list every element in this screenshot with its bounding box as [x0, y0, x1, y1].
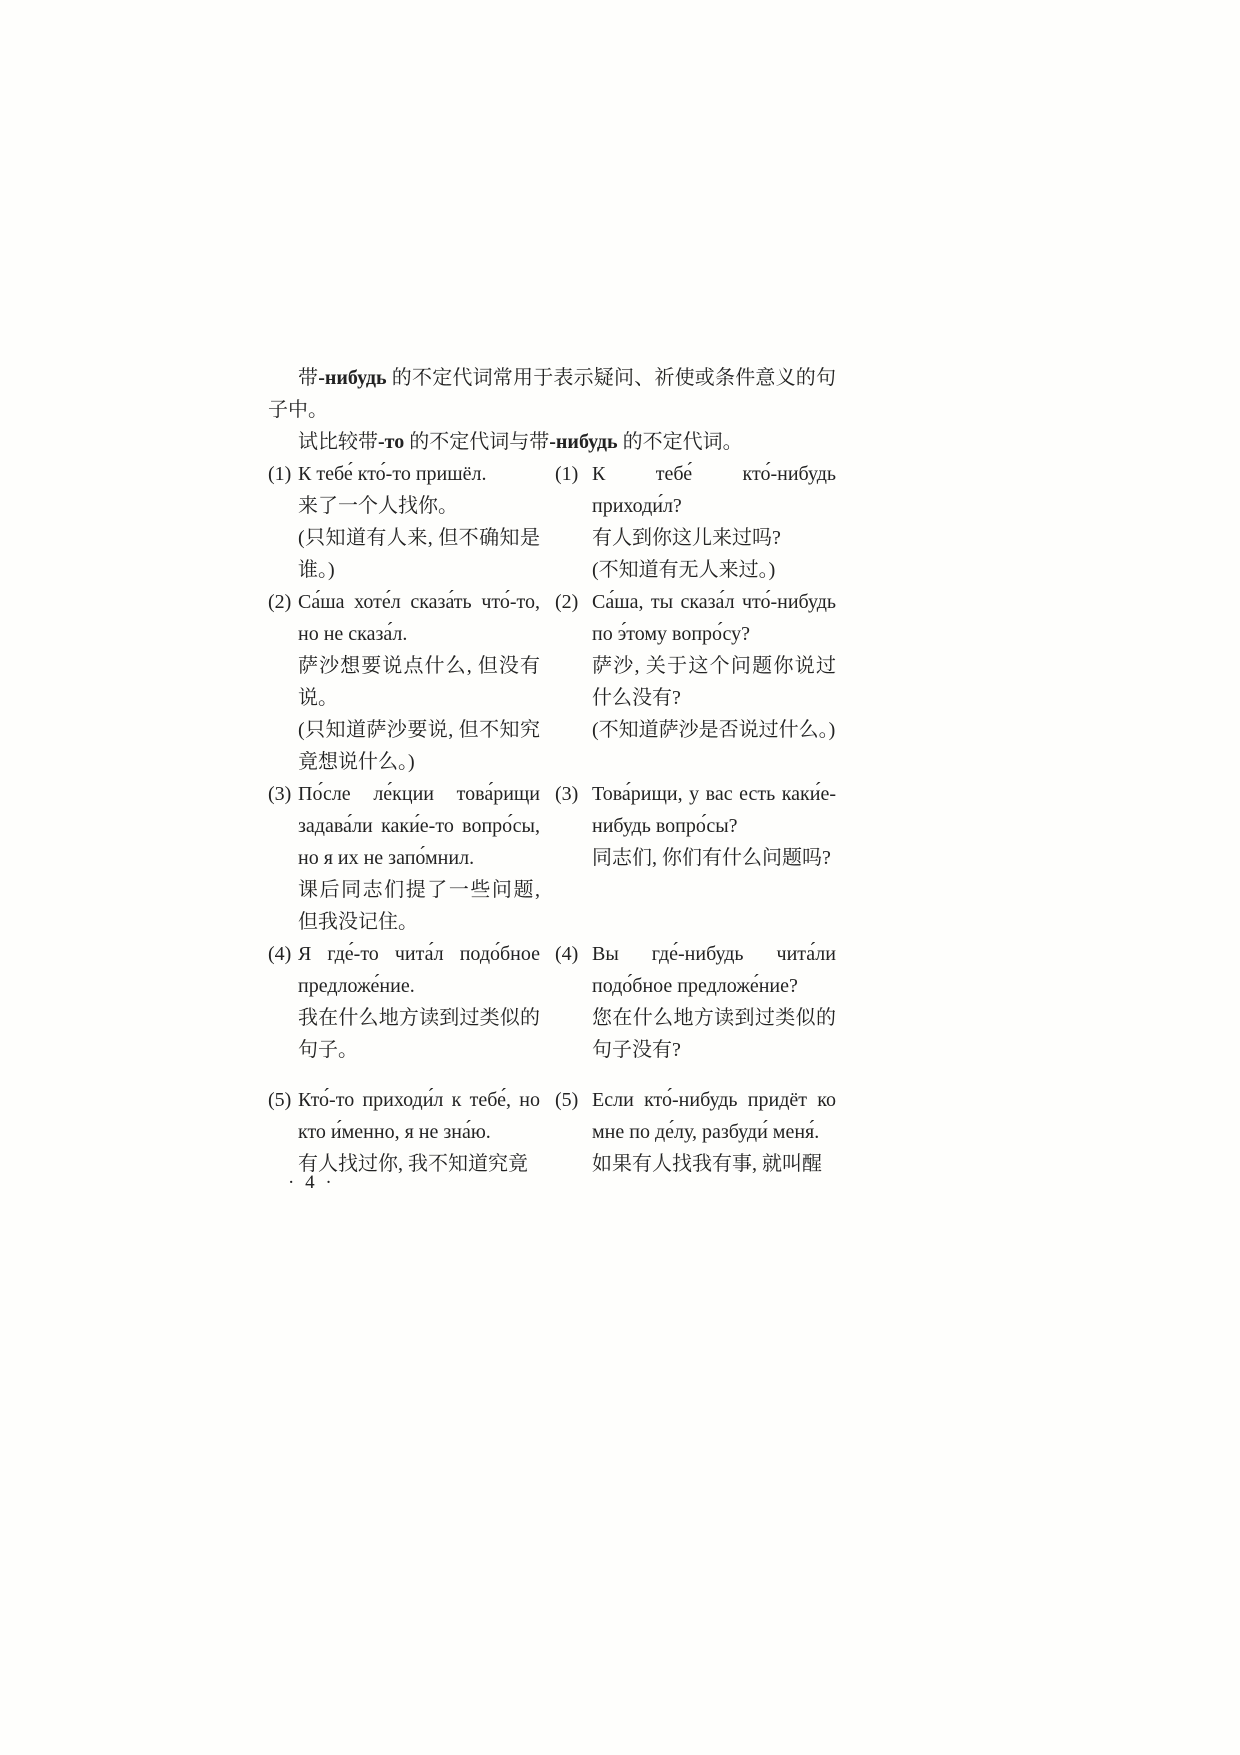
- example-5-right: [555, 1084, 836, 1180]
- chinese-translation: 有人到你这儿来过吗?: [592, 527, 781, 549]
- intro2-t3: 的不定代词。: [617, 431, 743, 453]
- example-4-right: [555, 938, 836, 1066]
- intro1-post: 的不定代词常用于表示疑问、祈使或条件意义的句子中。: [268, 367, 837, 421]
- item-number: (2): [268, 591, 292, 613]
- example-1-left: [268, 458, 540, 586]
- russian-sentence: Я где́-то чита́л подо́бное предложе́ние.: [298, 943, 540, 997]
- item-number: (2): [555, 591, 579, 613]
- intro-paragraph-1: [268, 362, 836, 426]
- intro1-pre: 带: [298, 367, 319, 389]
- russian-sentence: Кто́-то приходи́л к тебе́, но кто и́менно, я не зна́ю.: [298, 1089, 540, 1143]
- russian-sentence: Са́ша хоте́л сказа́ть что́-то, но не сказа́л.: [298, 591, 540, 645]
- item-number: (5): [555, 1089, 579, 1111]
- item-number: (4): [268, 943, 292, 965]
- russian-sentence: Вы где́-нибудь чита́ли подо́бное предложе́ние?: [592, 943, 836, 997]
- item-number: (5): [268, 1089, 292, 1111]
- chinese-translation: 您在什么地方读到过类似的句子没有?: [592, 1007, 836, 1061]
- russian-sentence: Това́рищи, у вас есть каки́е-нибудь вопро́сы?: [592, 783, 836, 837]
- example-5-left: [268, 1084, 540, 1180]
- intro-paragraph-2: [268, 426, 836, 458]
- chinese-translation: 萨沙, 关于这个问题你说过什么没有?: [592, 655, 836, 709]
- example-row-3: [268, 778, 836, 938]
- item-number: (1): [555, 463, 579, 485]
- example-row-1: [268, 458, 836, 586]
- chinese-translation: 我在什么地方读到过类似的句子。: [298, 1007, 540, 1061]
- russian-sentence: К тебе́ кто́-нибудь приходи́л?: [592, 463, 836, 517]
- item-number: (3): [268, 783, 292, 805]
- page-content: [268, 362, 836, 1180]
- example-3-left: [268, 778, 540, 938]
- page-number: · 4 ·: [288, 1172, 335, 1193]
- example-row-4: [268, 938, 836, 1066]
- example-row-2: [268, 586, 836, 778]
- item-number: (4): [555, 943, 579, 965]
- russian-sentence: По́сле ле́кции това́рищи задава́ли каки́е-то вопро́сы, но я их не запо́мнил.: [298, 783, 540, 869]
- example-3-right: [555, 778, 836, 874]
- chinese-note: (不知道有无人来过。): [592, 559, 776, 581]
- chinese-note: (只知道有人来, 但不确知是谁。): [298, 527, 540, 581]
- example-4-left: [268, 938, 540, 1066]
- chinese-translation: 如果有人找我有事, 就叫醒: [592, 1153, 822, 1175]
- example-row-5: [268, 1084, 836, 1180]
- russian-sentence: Если кто́-нибудь придёт ко мне по де́лу, разбуди́ меня́.: [592, 1089, 836, 1143]
- russian-sentence: К тебе́ кто́-то пришёл.: [298, 463, 487, 485]
- intro2-bold-term-to: -то: [378, 431, 405, 453]
- example-2-right: [555, 586, 836, 746]
- chinese-translation: 萨沙想要说点什么, 但没有说。: [298, 655, 540, 709]
- chinese-translation: 有人找过你, 我不知道究竟: [298, 1153, 528, 1175]
- chinese-translation: 同志们, 你们有什么问题吗?: [592, 847, 831, 869]
- chinese-translation: 来了一个人找你。: [298, 495, 458, 517]
- russian-sentence: Са́ша, ты сказа́л что́-нибудь по э́тому вопро́су?: [592, 591, 836, 645]
- intro2-bold-term-nibud: -нибудь: [549, 431, 618, 453]
- example-2-left: [268, 586, 540, 778]
- intro2-t2: 的不定代词与带: [404, 431, 550, 453]
- item-number: (1): [268, 463, 292, 485]
- intro2-t1: 试比较带: [298, 431, 378, 453]
- intro1-bold-term: -нибудь: [318, 367, 387, 389]
- chinese-note: (只知道萨沙要说, 但不知究竟想说什么。): [298, 719, 540, 773]
- item-number: (3): [555, 783, 579, 805]
- example-1-right: [555, 458, 836, 586]
- chinese-translation: 课后同志们提了一些问题, 但我没记住。: [298, 879, 540, 933]
- example-rows: [268, 458, 836, 1180]
- chinese-note: (不知道萨沙是否说过什么。): [592, 719, 836, 741]
